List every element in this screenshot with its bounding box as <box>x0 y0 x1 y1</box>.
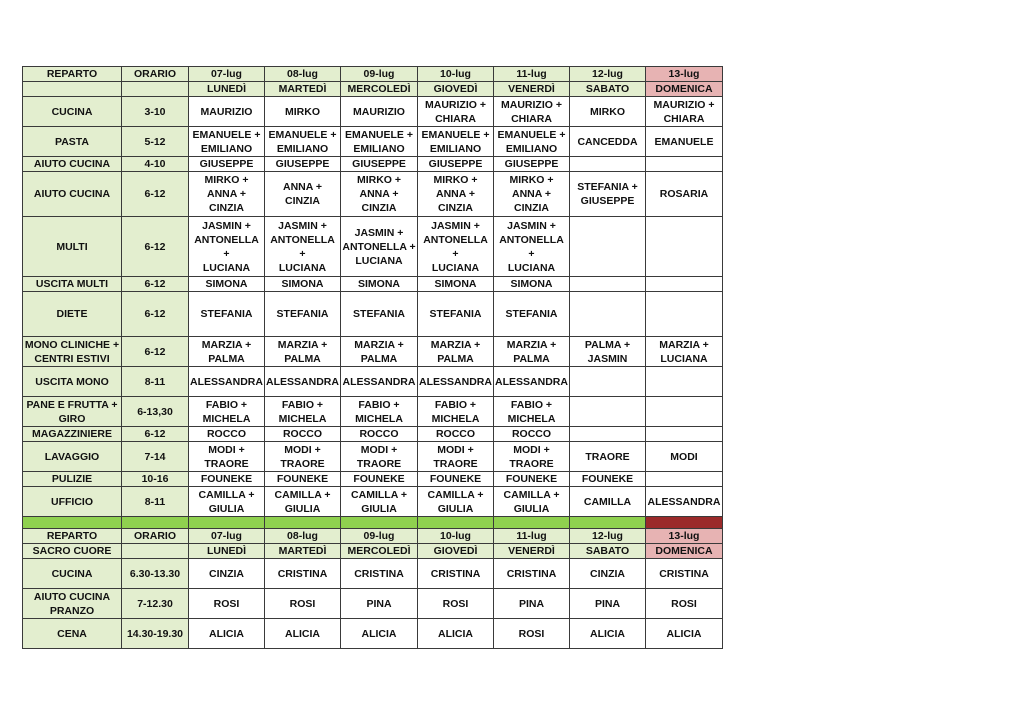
shift-cell: PINA <box>494 589 570 619</box>
shift-cell: CRISTINA <box>341 559 418 589</box>
shift-cell: ROSARIA <box>646 172 723 217</box>
shift-cell: MAURIZIO + CHIARA <box>418 97 494 127</box>
shift-cell: ROSI <box>646 589 723 619</box>
separator-cell <box>341 517 418 529</box>
day-header-row-cell: VENERDÌ <box>494 544 570 559</box>
shift-cell: SIMONA <box>265 277 341 292</box>
date-header-row-cell: 10-lug <box>418 67 494 82</box>
shift-cell: EMANUELE + EMILIANO <box>494 127 570 157</box>
schedule-table <box>22 66 723 649</box>
orario-cell: 6-12 <box>122 277 189 292</box>
schedule-row <box>23 217 723 277</box>
shift-cell: ALICIA <box>341 619 418 649</box>
orario-cell: 5-12 <box>122 127 189 157</box>
shift-cell: GIUSEPPE <box>341 157 418 172</box>
schedule-row <box>23 442 723 472</box>
shift-cell: MODI + TRAORE <box>494 442 570 472</box>
reparto-cell: AIUTO CUCINA <box>23 157 122 172</box>
shift-cell: MODI <box>646 442 723 472</box>
orario-cell: 4-10 <box>122 157 189 172</box>
schedule-row <box>23 157 723 172</box>
shift-cell: PALMA + JASMIN <box>570 337 646 367</box>
day-header-row-cell: DOMENICA <box>646 544 723 559</box>
reparto-cell: CUCINA <box>23 97 122 127</box>
orario-cell: 3-10 <box>122 97 189 127</box>
shift-cell: MIRKO + ANNA + CINZIA <box>418 172 494 217</box>
day-header-row-cell: MERCOLEDÌ <box>341 82 418 97</box>
separator-cell <box>189 517 265 529</box>
reparto-cell: MAGAZZINIERE <box>23 427 122 442</box>
shift-cell: ALICIA <box>265 619 341 649</box>
orario-cell: 7-14 <box>122 442 189 472</box>
shift-cell: CAMILLA + GIULIA <box>418 487 494 517</box>
reparto-cell: AIUTO CUCINA <box>23 172 122 217</box>
schedule-row <box>23 172 723 217</box>
shift-cell <box>646 367 723 397</box>
day-header-row <box>23 544 723 559</box>
day-header-row-cell <box>23 82 122 97</box>
reparto-cell: DIETE <box>23 292 122 337</box>
day-header-row <box>23 82 723 97</box>
shift-cell: MODI + TRAORE <box>189 442 265 472</box>
shift-cell: JASMIN + ANTONELLA + LUCIANA <box>265 217 341 277</box>
shift-cell: MODI + TRAORE <box>418 442 494 472</box>
shift-cell: SIMONA <box>189 277 265 292</box>
orario-cell: 6-12 <box>122 427 189 442</box>
shift-cell: STEFANIA <box>341 292 418 337</box>
schedule-row <box>23 97 723 127</box>
shift-cell: ROCCO <box>418 427 494 442</box>
shift-cell: ROCCO <box>265 427 341 442</box>
date-header-row-cell: ORARIO <box>122 67 189 82</box>
shift-cell: SIMONA <box>341 277 418 292</box>
date-header-row-cell: 11-lug <box>494 529 570 544</box>
shift-cell <box>570 217 646 277</box>
shift-cell <box>570 157 646 172</box>
shift-cell <box>570 367 646 397</box>
orario-cell: 6-12 <box>122 337 189 367</box>
shift-cell <box>646 472 723 487</box>
shift-cell: MODI + TRAORE <box>265 442 341 472</box>
shift-cell <box>570 277 646 292</box>
shift-cell <box>570 292 646 337</box>
reparto-cell: USCITA MULTI <box>23 277 122 292</box>
day-header-row-cell: GIOVEDÌ <box>418 544 494 559</box>
separator-cell <box>494 517 570 529</box>
shift-cell <box>646 157 723 172</box>
shift-cell: EMANUELE + EMILIANO <box>265 127 341 157</box>
reparto-cell: MULTI <box>23 217 122 277</box>
shift-cell: ROCCO <box>494 427 570 442</box>
orario-cell: 6-13,30 <box>122 397 189 427</box>
day-header-row-cell: SABATO <box>570 544 646 559</box>
shift-cell: EMANUELE + EMILIANO <box>189 127 265 157</box>
shift-cell: ALESSANDRA <box>494 367 570 397</box>
shift-cell: CAMILLA + GIULIA <box>494 487 570 517</box>
shift-cell: ANNA + CINZIA <box>265 172 341 217</box>
schedule-row <box>23 472 723 487</box>
shift-cell: MARZIA + PALMA <box>418 337 494 367</box>
shift-cell: FOUNEKE <box>418 472 494 487</box>
shift-cell: MIRKO + ANNA + CINZIA <box>189 172 265 217</box>
day-header-row-cell: DOMENICA <box>646 82 723 97</box>
shift-cell: GIUSEPPE <box>265 157 341 172</box>
reparto-cell: LAVAGGIO <box>23 442 122 472</box>
shift-cell: FABIO + MICHELA <box>265 397 341 427</box>
shift-cell: ROSI <box>494 619 570 649</box>
date-header-row-cell: REPARTO <box>23 67 122 82</box>
shift-cell: EMANUELE <box>646 127 723 157</box>
date-header-row-cell: 10-lug <box>418 529 494 544</box>
schedule-row <box>23 619 723 649</box>
shift-cell: MODI + TRAORE <box>341 442 418 472</box>
shift-cell <box>570 397 646 427</box>
shift-cell: ALICIA <box>189 619 265 649</box>
shift-cell: JASMIN + ANTONELLA + LUCIANA <box>341 217 418 277</box>
schedule-row <box>23 589 723 619</box>
shift-cell: MARZIA + PALMA <box>494 337 570 367</box>
orario-cell: 8-11 <box>122 487 189 517</box>
shift-cell: MIRKO <box>265 97 341 127</box>
date-header-row-cell: 08-lug <box>265 67 341 82</box>
shift-cell: GIUSEPPE <box>418 157 494 172</box>
day-header-row-cell <box>122 544 189 559</box>
shift-cell: CINZIA <box>570 559 646 589</box>
shift-cell: FABIO + MICHELA <box>189 397 265 427</box>
shift-cell: MIRKO <box>570 97 646 127</box>
shift-cell: ALESSANDRA <box>189 367 265 397</box>
date-header-row <box>23 67 723 82</box>
date-header-row-cell: 12-lug <box>570 67 646 82</box>
day-header-row-cell <box>122 82 189 97</box>
shift-cell: FOUNEKE <box>341 472 418 487</box>
day-header-row-cell: MERCOLEDÌ <box>341 544 418 559</box>
day-header-row-cell: LUNEDÌ <box>189 544 265 559</box>
shift-cell: STEFANIA <box>189 292 265 337</box>
shift-cell: FOUNEKE <box>265 472 341 487</box>
shift-cell <box>646 277 723 292</box>
shift-cell: FOUNEKE <box>570 472 646 487</box>
shift-cell: GIUSEPPE <box>189 157 265 172</box>
shift-cell: CAMILLA + GIULIA <box>189 487 265 517</box>
day-header-row-cell: SACRO CUORE <box>23 544 122 559</box>
shift-cell: CRISTINA <box>418 559 494 589</box>
shift-cell: MAURIZIO <box>341 97 418 127</box>
schedule-row <box>23 127 723 157</box>
shift-cell: JASMIN + ANTONELLA + LUCIANA <box>189 217 265 277</box>
shift-cell: CAMILLA + GIULIA <box>341 487 418 517</box>
reparto-cell: PULIZIE <box>23 472 122 487</box>
shift-cell: CRISTINA <box>265 559 341 589</box>
separator-cell <box>23 517 122 529</box>
shift-cell: MARZIA + PALMA <box>265 337 341 367</box>
reparto-cell: MONO CLINICHE + CENTRI ESTIVI <box>23 337 122 367</box>
separator-cell <box>418 517 494 529</box>
orario-cell: 8-11 <box>122 367 189 397</box>
shift-cell: ROSI <box>189 589 265 619</box>
date-header-row-cell: 09-lug <box>341 67 418 82</box>
shift-cell: ALESSANDRA <box>646 487 723 517</box>
separator-row <box>23 517 723 529</box>
day-header-row-cell: VENERDÌ <box>494 82 570 97</box>
shift-cell: MARZIA + PALMA <box>341 337 418 367</box>
orario-cell: 7-12.30 <box>122 589 189 619</box>
date-header-row-cell: 12-lug <box>570 529 646 544</box>
shift-cell: EMANUELE + EMILIANO <box>418 127 494 157</box>
shift-cell: MARZIA + LUCIANA <box>646 337 723 367</box>
shift-cell <box>646 427 723 442</box>
shift-cell: MIRKO + ANNA + CINZIA <box>494 172 570 217</box>
orario-cell: 6-12 <box>122 292 189 337</box>
shift-cell: ROCCO <box>189 427 265 442</box>
reparto-cell: PASTA <box>23 127 122 157</box>
shift-cell: ROCCO <box>341 427 418 442</box>
orario-cell: 6.30-13.30 <box>122 559 189 589</box>
shift-cell: ALICIA <box>418 619 494 649</box>
date-header-row-cell: 13-lug <box>646 67 723 82</box>
day-header-row-cell: LUNEDÌ <box>189 82 265 97</box>
date-header-row-cell: 09-lug <box>341 529 418 544</box>
shift-cell: CRISTINA <box>494 559 570 589</box>
schedule-row <box>23 559 723 589</box>
orario-cell: 6-12 <box>122 217 189 277</box>
shift-cell: CINZIA <box>189 559 265 589</box>
day-header-row-cell: MARTEDÌ <box>265 82 341 97</box>
shift-cell: GIUSEPPE <box>494 157 570 172</box>
date-header-row-cell: REPARTO <box>23 529 122 544</box>
shift-cell: MAURIZIO + CHIARA <box>494 97 570 127</box>
shift-cell: STEFANIA <box>494 292 570 337</box>
date-header-row-cell: 07-lug <box>189 67 265 82</box>
schedule-row <box>23 487 723 517</box>
shift-cell: CANCEDDA <box>570 127 646 157</box>
reparto-cell: CUCINA <box>23 559 122 589</box>
day-header-row-cell: SABATO <box>570 82 646 97</box>
shift-cell <box>646 397 723 427</box>
shift-cell: FOUNEKE <box>494 472 570 487</box>
shift-cell: PINA <box>341 589 418 619</box>
reparto-cell: USCITA MONO <box>23 367 122 397</box>
shift-cell <box>570 427 646 442</box>
shift-cell: MIRKO + ANNA + CINZIA <box>341 172 418 217</box>
shift-cell: CRISTINA <box>646 559 723 589</box>
shift-cell: ALESSANDRA <box>341 367 418 397</box>
date-header-row-cell: 11-lug <box>494 67 570 82</box>
day-header-row-cell: MARTEDÌ <box>265 544 341 559</box>
separator-cell <box>570 517 646 529</box>
separator-cell <box>265 517 341 529</box>
shift-cell: MARZIA + PALMA <box>189 337 265 367</box>
orario-cell: 10-16 <box>122 472 189 487</box>
schedule-row <box>23 277 723 292</box>
orario-cell: 14.30-19.30 <box>122 619 189 649</box>
shift-cell: ALESSANDRA <box>265 367 341 397</box>
shift-cell: MAURIZIO + CHIARA <box>646 97 723 127</box>
shift-cell: JASMIN + ANTONELLA + LUCIANA <box>418 217 494 277</box>
reparto-cell: AIUTO CUCINA PRANZO <box>23 589 122 619</box>
date-header-row-cell: ORARIO <box>122 529 189 544</box>
date-header-row <box>23 529 723 544</box>
date-header-row-cell: 08-lug <box>265 529 341 544</box>
shift-cell: CAMILLA + GIULIA <box>265 487 341 517</box>
shift-cell: JASMIN + ANTONELLA + LUCIANA <box>494 217 570 277</box>
shift-cell: TRAORE <box>570 442 646 472</box>
date-header-row-cell: 07-lug <box>189 529 265 544</box>
shift-cell: ALICIA <box>646 619 723 649</box>
shift-cell: STEFANIA <box>418 292 494 337</box>
schedule-row <box>23 292 723 337</box>
shift-cell: ALICIA <box>570 619 646 649</box>
shift-cell: SIMONA <box>494 277 570 292</box>
shift-cell: CAMILLA <box>570 487 646 517</box>
shift-cell: MAURIZIO <box>189 97 265 127</box>
shift-cell: EMANUELE + EMILIANO <box>341 127 418 157</box>
reparto-cell: CENA <box>23 619 122 649</box>
shift-cell: ROSI <box>265 589 341 619</box>
schedule-row <box>23 337 723 367</box>
shift-cell: SIMONA <box>418 277 494 292</box>
shift-cell: FABIO + MICHELA <box>418 397 494 427</box>
separator-cell <box>646 517 723 529</box>
orario-cell: 6-12 <box>122 172 189 217</box>
day-header-row-cell: GIOVEDÌ <box>418 82 494 97</box>
shift-cell: PINA <box>570 589 646 619</box>
shift-cell <box>646 217 723 277</box>
reparto-cell: PANE E FRUTTA + GIRO <box>23 397 122 427</box>
shift-cell: FOUNEKE <box>189 472 265 487</box>
shift-cell: FABIO + MICHELA <box>494 397 570 427</box>
separator-cell <box>122 517 189 529</box>
reparto-cell: UFFICIO <box>23 487 122 517</box>
shift-cell: STEFANIA + GIUSEPPE <box>570 172 646 217</box>
shift-cell: FABIO + MICHELA <box>341 397 418 427</box>
schedule-row <box>23 367 723 397</box>
shift-cell: ROSI <box>418 589 494 619</box>
schedule-row <box>23 397 723 427</box>
shift-cell: ALESSANDRA <box>418 367 494 397</box>
schedule-row <box>23 427 723 442</box>
shift-cell: STEFANIA <box>265 292 341 337</box>
shift-cell <box>646 292 723 337</box>
date-header-row-cell: 13-lug <box>646 529 723 544</box>
